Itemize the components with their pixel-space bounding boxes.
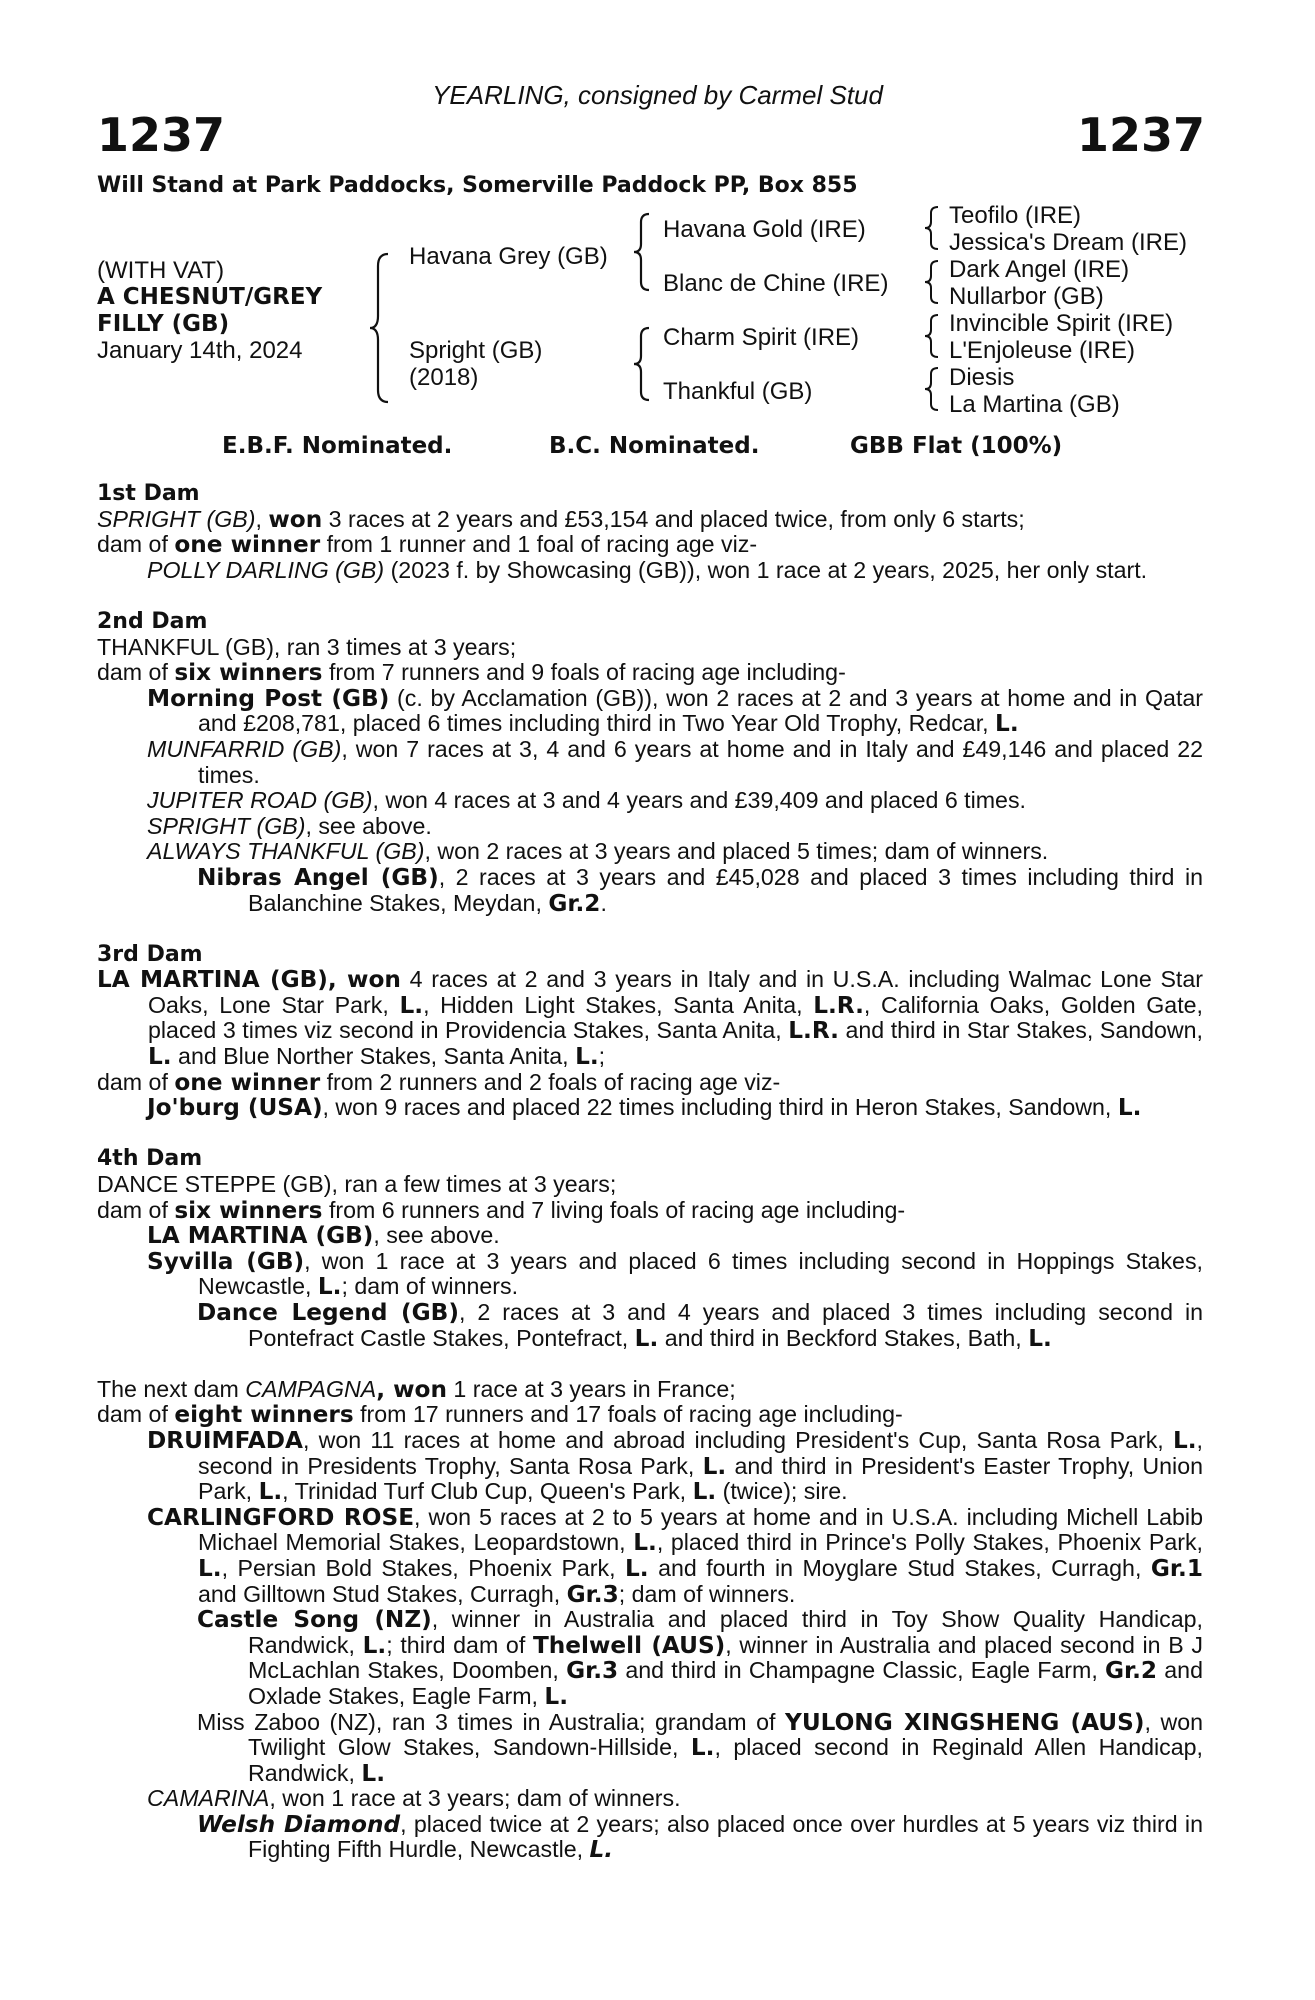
ancestor-teofilo: Teofilo (IRE) [949,202,1082,229]
pedigree-brace-g2 [923,259,941,305]
winners-count: one winner [174,531,321,559]
produce-jupiter-road [97,788,1203,814]
record-text: 1 race at 3 years in France; [453,1375,736,1402]
dam-dam-name: Thankful (GB) [663,378,813,405]
listed-label: L. [1172,1426,1197,1454]
produce-druimfada [97,1428,1203,1505]
produce-syvilla [97,1249,1203,1300]
fourth-dam-record: DANCE STEPPE (GB), ran a few times at 3 years; [97,1171,617,1198]
won-label: , won [327,966,401,994]
third-dam-heading: 3rd Dam [97,941,203,967]
lot-number-right: 1237 [1076,108,1205,162]
listed-label: L. [198,1554,222,1582]
produce-carlingford-rose [97,1505,1203,1607]
produce-la-martina [97,1223,1203,1249]
produce-castle-song [97,1607,1203,1709]
listed-label: L. [995,710,1019,738]
pedigree-brace-dam [632,326,652,402]
produce-munfarrid [97,737,1203,788]
produce-record: and third in Champagne Classic, Eagle Farm, [625,1657,1098,1684]
produce-record: , placed second in Reginald Allen Handicap, Randwick, [248,1734,1203,1786]
produce-name: SPRIGHT (GB) [147,812,306,839]
produce-name: Welsh Diamond [197,1810,401,1838]
stand-location: Will Stand at Park Paddocks, Somerville Paddock PP, Box 855 [97,173,858,198]
bc-nomination: B.C. Nominated. [549,433,760,459]
produce-name: JUPITER ROAD (GB) [147,787,373,814]
produce-record: and third in Beckford Stakes, Bath, [664,1324,1022,1351]
produce-record: and fourth in Moyglare Stud Stakes, Curragh, [658,1554,1142,1581]
sale-subtitle: YEARLING, consigned by Carmel Stud [432,80,883,110]
produce-morning-post [97,686,1203,737]
listed-label: L. [633,1529,657,1557]
ancestor-diesis: Diesis [949,364,1015,391]
produce-record: and third in President's Easter Trophy, Union Park, [198,1452,1204,1505]
produce-record: Miss Zaboo (NZ), ran 3 times in Australia; grandam of [197,1708,776,1735]
descendant-name: YULONG XINGSHENG (AUS) [785,1708,1145,1736]
group-label: Gr.1 [1150,1554,1203,1582]
produce-joburg [97,1095,1203,1121]
group-label: Gr.3 [566,1657,619,1685]
produce-record: , Trinidad Turf Club Cup, Queen's Park, [282,1478,687,1505]
produce-record: , won 1 race at 3 years and placed 6 times including second in Hoppings Stakes, Newcastle, [198,1247,1203,1300]
produce-name: Nibras Angel (GB) [197,863,439,891]
produce-name: CAMARINA [147,1785,270,1812]
dam-of-label: dam of [97,1068,168,1095]
dam-of-label: dam of [97,1196,168,1223]
ancestor-lenjoleuse: L'Enjoleuse (IRE) [949,337,1135,364]
record-text: , Hidden Light Stakes, Santa Anita, [423,991,803,1018]
produce-name: Morning Post (GB) [147,684,390,712]
produce-record: , won 9 races and placed 22 times including third in Heron Stakes, Sandown, [322,1094,1112,1121]
won-label: won [268,505,323,533]
dam-of-label: dam of [97,1401,168,1428]
listed-label: L. [690,1734,715,1762]
produce-record: , see above. [305,812,432,839]
listed-label: L. [1117,1094,1142,1122]
lot-number-left: 1237 [97,108,226,162]
dam-of-label: dam of [97,531,168,558]
produce-record: , Persian Bold Stakes, Phoenix Park, [221,1554,616,1581]
descendant-name: Thelwell (AUS) [532,1631,726,1659]
next-dam-produce [97,1402,1203,1428]
produce-record: , second in Presidents Trophy, Santa Rosa Park, [198,1426,1203,1479]
produce-record: and Oxlade Stakes, Eagle Farm, [248,1657,1203,1709]
listed-label: L. [702,1452,727,1480]
listed-label: L. [1028,1324,1052,1352]
record-text: and third in Star Stakes, Sandown, [845,1017,1203,1044]
listed-label: L. [258,1478,283,1506]
first-dam-record: SPRIGHT (GB), won 3 races at 2 years and £53,154 and placed twice, from only 6 starts; [97,505,1025,533]
produce-name: Castle Song (NZ) [197,1606,432,1634]
produce-record: (c. by Acclamation (GB)), won 2 races at 2 and 3 years at home and in Qatar and £208,781, placed 6 times including third in Two Year Old Trophy, Redcar, [198,684,1204,737]
fourth-dam-produce [97,1198,1203,1224]
second-dam-record: THANKFUL (GB), ran 3 times at 3 years; [97,633,517,660]
produce-record: , see above. [373,1222,500,1249]
produce-always-thankful [97,839,1203,865]
produce-record: , winner in Australia and placed third in Toy Show Quality Handicap, Randwick, [248,1606,1203,1658]
produce-spright [97,814,1203,840]
record-text: , California Oaks, Golden Gate, placed 3 times viz second in Providencia Stakes, Santa Anita, [148,991,1203,1044]
gbb-flat: GBB Flat (100%) [850,433,1063,459]
produce-name: LA MARTINA (GB) [147,1222,374,1250]
third-dam-produce [97,1070,1203,1096]
produce-name: MUNFARRID (GB) [147,735,342,762]
listed-label: L. [362,1631,387,1659]
produce-record: (2023 f. by Showcasing (GB)), won 1 race at 2 years, 2025, her only start. [390,556,1148,583]
produce-record: , won 7 races at 3, 4 and 6 years at home and in Italy and £49,146 and placed 22 times. [198,735,1204,788]
listed-label: L. [148,1043,172,1071]
listed-label: L. [361,1759,386,1787]
produce-camarina [97,1786,1203,1812]
group-label: Gr.2 [1104,1657,1158,1685]
pedigree-brace-g4 [923,366,941,412]
punctuation: ; [598,1043,606,1070]
produce-polly-darling [97,558,1203,584]
produce-text: from 7 runners and 9 foals of racing age including- [328,659,846,686]
dam-year: (2018) [409,364,479,391]
produce-record: , 2 races at 3 years and £45,028 and placed 3 times including third in Balanchine Stakes, Meydan, [248,863,1203,916]
first-dam-name: SPRIGHT (GB) [97,505,256,532]
dam-of-label: dam of [97,659,168,686]
produce-record: , won 1 race at 3 years; dam of winners. [269,1785,681,1812]
produce-text: from 2 runners and 2 foals of racing age viz- [326,1068,781,1095]
produce-record: ; third dam of [386,1631,526,1658]
produce-nibras-angel [97,865,1203,916]
listed-label: L. [575,1043,599,1071]
listed-label: L. [317,1273,342,1301]
dam-name: Spright (GB) [409,337,543,364]
winners-count: six winners [174,1196,323,1224]
first-dam-produce [97,532,1203,558]
pedigree-brace-sire [632,212,652,292]
record-text: and Blue Norther Stakes, Santa Anita, [178,1043,569,1070]
winners-count: eight winners [174,1401,354,1429]
listed-label: L. [625,1554,649,1582]
sire-sire-name: Havana Gold (IRE) [663,216,866,243]
next-dam-label: The next dam [97,1375,239,1402]
pedigree-brace-main [368,252,392,404]
next-dam-record [97,1377,1203,1403]
produce-text: from 17 runners and 17 foals of racing age including- [360,1401,903,1428]
produce-name: Dance Legend (GB) [197,1299,459,1326]
pedigree-brace-g1 [923,205,941,251]
record-text: 4 races at 2 and 3 years in Italy and in U.S.A. including Walmac Lone Star Oaks, Lone Star Park, [148,966,1203,1018]
first-dam-heading: 1st Dam [97,481,200,506]
listed-label: L.R. [788,1017,839,1045]
produce-text: from 6 runners and 7 living foals of racing age including- [328,1196,906,1223]
foaling-date: January 14th, 2024 [97,337,303,364]
produce-name: POLLY DARLING (GB) [147,556,385,583]
listed-label: L. [399,991,424,1019]
sire-dam-name: Blanc de Chine (IRE) [663,270,889,297]
ancestor-dark-angel: Dark Angel (IRE) [949,256,1130,283]
listed-label: L. [634,1324,659,1352]
produce-name: ALWAYS THANKFUL (GB) [147,838,425,865]
pedigree-brace-g3 [923,313,941,359]
produce-text: from 1 runner and 1 foal of racing age viz- [326,531,758,558]
fourth-dam-heading: 4th Dam [97,1146,203,1172]
group-label: Gr.2 [548,889,601,917]
produce-record: , won 5 races at 2 to 5 years at home and in U.S.A. including Michell Labib Michael Memorial Stakes, Leopardstown, [198,1503,1203,1556]
sire-name: Havana Grey (GB) [409,243,608,270]
catalogue-body [97,481,1203,1863]
produce-name: CARLINGFORD ROSE [147,1503,415,1531]
horse-description-line2: FILLY (GB) [97,311,230,337]
second-dam-heading: 2nd Dam [97,608,208,634]
punctuation: . [600,889,607,916]
produce-record-end: ; dam of winners. [341,1273,519,1300]
horse-description-line1: A CHESNUT/GREY [97,284,323,310]
produce-record: , won 4 races at 3 and 4 years and £39,409 and placed 6 times. [372,787,1026,814]
produce-dance-legend [97,1300,1203,1351]
produce-name: Syvilla (GB) [147,1247,305,1275]
ancestor-jessicas-dream: Jessica's Dream (IRE) [949,229,1187,256]
second-dam-produce [97,660,1203,686]
winners-count: six winners [174,659,323,687]
produce-welsh-diamond [97,1812,1203,1863]
group-label: Gr.3 [566,1580,619,1608]
produce-record: , won Twilight Glow Stakes, Sandown-Hillside, [248,1708,1204,1761]
first-dam-text: 3 races at 2 years and £53,154 and placed twice, from only 6 starts; [328,505,1025,532]
produce-record: , won 11 races at home and abroad including President's Cup, Santa Rosa Park, [302,1426,1164,1453]
produce-record: , 2 races at 3 and 4 years and placed 3 times including second in Pontefract Castle Stakes, Pontefract, [248,1299,1203,1351]
listed-label: L. [544,1682,569,1710]
produce-record: , placed third in Prince's Polly Stakes, Phoenix Park, [656,1529,1204,1556]
winners-count: one winner [174,1068,321,1096]
ancestor-nullarbor: Nullarbor (GB) [949,283,1104,310]
ancestor-la-martina: La Martina (GB) [949,391,1120,418]
ebf-nomination: E.B.F. Nominated. [222,433,453,459]
produce-record: , winner in Australia and placed second in B J McLachlan Stakes, Doomben, [248,1631,1203,1684]
listed-label: L.R. [813,991,864,1019]
produce-record: ; dam of winners. [618,1580,796,1607]
listed-label: L. [692,1478,717,1506]
third-dam-name: LA MARTINA (GB) [97,966,328,994]
next-dam-name: CAMPAGNA [245,1375,377,1402]
won-label: , won [376,1375,447,1403]
produce-name: Jo'burg (USA) [147,1094,323,1122]
listed-label: L. [589,1836,614,1864]
produce-miss-zaboo [97,1710,1203,1787]
produce-record: , won 2 races at 3 years and placed 5 times; dam of winners. [424,838,1049,865]
ancestor-invincible-spirit: Invincible Spirit (IRE) [949,310,1174,337]
produce-name: DRUIMFADA [147,1426,303,1454]
dam-sire-name: Charm Spirit (IRE) [663,324,860,351]
produce-record: (twice); sire. [722,1478,848,1505]
third-dam-record [97,967,1203,1069]
vat-label: (WITH VAT) [97,257,225,284]
produce-record: , placed twice at 2 years; also placed once over hurdles at 5 years viz third in Fighting Fifth Hurdle, Newcastle, [248,1810,1203,1863]
produce-record: and Gilltown Stud Stakes, Curragh, [198,1580,561,1607]
